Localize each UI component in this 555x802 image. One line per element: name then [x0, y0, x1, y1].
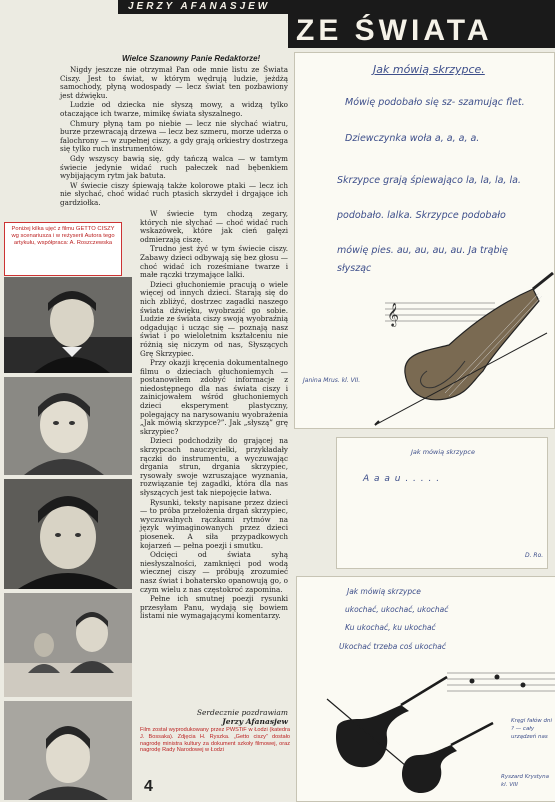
drawing-side-note: Kręgi fałów dni ? — cały urządzeń nas [511, 718, 553, 740]
drawing-line: Ukochać trzeba coś ukochać [339, 642, 447, 651]
paragraph: Rysunki, teksty napisane przez dzieci — to próba przełożenia drgań skrzypiec, wyczuwalnych rączkami rytmów na język wyimaginowanych przez dzieci piosenek. A siła przypadkowych kojarzeń — pełna poezji i smutku. [140, 497, 288, 550]
author-band: JERZY AFANASJEW [118, 0, 555, 14]
article-column-top [60, 66, 288, 209]
violin-drawing-icon [295, 53, 554, 428]
drawing-title: Jak mówią skrzypce [411, 448, 475, 456]
paragraph: Dzieci głuchoniemie pracują o wiele więcej od innych dzieci. Starają się do nich zbliżyć, dostrzec zagadki naszego świata dźwięku, wyobrazić go sobie. Ludzie ze świata ciszy swoją wyobraźnią odgadując i ucząc się — poznają nasz świat i po wieloletnim kształceniu nie różnią się niczym od nas, Słyszących Grę Skrzypiec. [140, 279, 288, 358]
film-still-5 [4, 701, 132, 800]
drawing-author: Ryszard Krystyna kl. VIII [501, 774, 549, 788]
drawing-line: Dziewczynka woła a, a, a, a. [345, 133, 480, 144]
paragraph: Trudno jest żyć w tym świecie ciszy. Zabawy dzieci odbywają się bez głosu — choć widać ich roześmiane twarze i małe rączki trzymające lalki. [140, 244, 288, 280]
drawing-title: Jak mówią skrzypce [347, 587, 421, 596]
paragraph: Przy okazji kręcenia dokumentalnego filmu o dzieciach głuchoniemych — postanowiłem zdobyć informacje z niedostępnego dla nas świata ciszy i zainicjowałem wśród głuchoniemych dzieci eksperyment plastyczny, polegający na narysowaniu wyobrażenia „Jak mówią skrzypce?”. Jak „słyszą” grę skrzypiec? [140, 358, 288, 436]
film-still-1 [4, 277, 132, 373]
salutation: Wielce Szanowny Panie Redaktorze! [122, 54, 261, 63]
closing-greeting: Serdecznie pozdrawiam [196, 708, 288, 717]
drawing-line: Mówię podobało się sz- szamując flet. [345, 97, 525, 108]
child-drawing-3 [296, 576, 555, 802]
drawing-line: podobało. lalka. Skrzypce podobało [337, 210, 506, 221]
signature-block [148, 708, 288, 726]
drawing-line: Ku ukochać, ku ukochać [345, 623, 436, 632]
paragraph: Odcięci od świata syhą niesłyszalności, zamknięci pod wodą wiecznej ciszy — próbują zrozumieć nasz świat i bohatersko opanowują go, o czym wielu z nas częstokroć zapomina. [140, 550, 288, 594]
paragraph: Dzieci podchodziły do grającej na skrzypcach nauczycielki, przykładały rączki do instrumentu, a wyczuwając drgania strun, drgania skrzypiec, rysowały swoje wzruszające wyznania, rozwiązanie tej zagadki, która dla nas słyszących jest tak niepojęcie łatwa. [140, 436, 288, 497]
child-drawing-2 [336, 437, 548, 569]
author-signature: Jerzy Afanasjew [222, 717, 288, 726]
paragraph: W świecie tym chodzą zegary, których nie słychać — choć widać ruch wskazówek, które jak cień gałęzi odmierzają ciszę. [140, 209, 288, 244]
child-drawing-1 [294, 52, 555, 429]
svg-text:𝄞: 𝄞 [387, 302, 399, 326]
photo-caption: Poniżej kilka ujęć z filmu GETTO CISZY wg scenariusza i w reżyserii Autora tego artykułu, współpraca: A. Roszczewska [4, 222, 122, 276]
drawing-author: D. Ro. [525, 552, 544, 559]
drawing-line: ukochać, ukochać, ukochać [345, 605, 449, 614]
paragraph: Gdy wszyscy bawią się, gdy tańczą walca — w tamtym świecie jedynie widać ruch pałeczek nad bębenkiem wybijającym rytm jak batuta. [60, 153, 288, 181]
drawing-author: Janina Mrus. kl. VII. [303, 377, 361, 384]
paragraph: Nigdy jeszcze nie otrzymał Pan ode mnie listu ze Świata Ciszy. Jest to świat, w którym wędrują ludzie, jeżdżą samochody, płyną wodospady — lecz świat ten pozbawiony jest dźwięku. [60, 65, 288, 100]
paragraph: Chmury płyną tam po niebie — lecz nie słychać wiatru, burze przewracają drzewa — lecz bez szmeru, morze uderza o falochrony — w zupełnej ciszy, a gdy grają orkiestry dostrzega się tylko ruch instrumentów. [60, 118, 288, 154]
drawing-line: słysząc [337, 263, 372, 274]
film-still-4 [4, 593, 132, 697]
paragraph: W świecie ciszy śpiewają także kolorowe ptaki — lecz ich nie słychać, choć widać ruch ptasich skrzydeł i drgające ich gardziołka. [60, 180, 288, 207]
violins-drawing-icon [297, 577, 555, 801]
drawing-line: mówię pies. au, au, au, au. Ja trąbię [337, 245, 508, 256]
drawing-line: Skrzypce grają śpiewająco la, la, la, la. [337, 175, 521, 186]
page-title: ZE ŚWIATA [288, 14, 555, 48]
film-credits: Film został wyprodukowany przez PWSTiF w Łodzi (katedra J. Bossaka). Zdjęcia H. Ryszka. „Getto ciszy” dostało nagrodę ministra kultury za dokument szkoły filmowej, oraz nagrodę Rady Narodowej w Łodzi [140, 727, 290, 754]
drawing-line: A a a u . . . . . [363, 474, 441, 484]
page-number: 4 [144, 778, 153, 795]
drawing-title: Jak mówią skrzypce. [373, 63, 485, 76]
paragraph: Ludzie od dziecka nie słyszą mowy, a widzą tylko otaczające ich twarze, mimikę świata słyszalnego. [60, 100, 288, 118]
film-still-2 [4, 377, 132, 475]
article-column-middle [140, 210, 288, 622]
film-still-3 [4, 479, 132, 589]
paragraph: Pełne ich smutnej poezji rysunki przesyłam Panu, wydają się bowiem listami nie wymagającymi komentarzy. [140, 594, 288, 621]
